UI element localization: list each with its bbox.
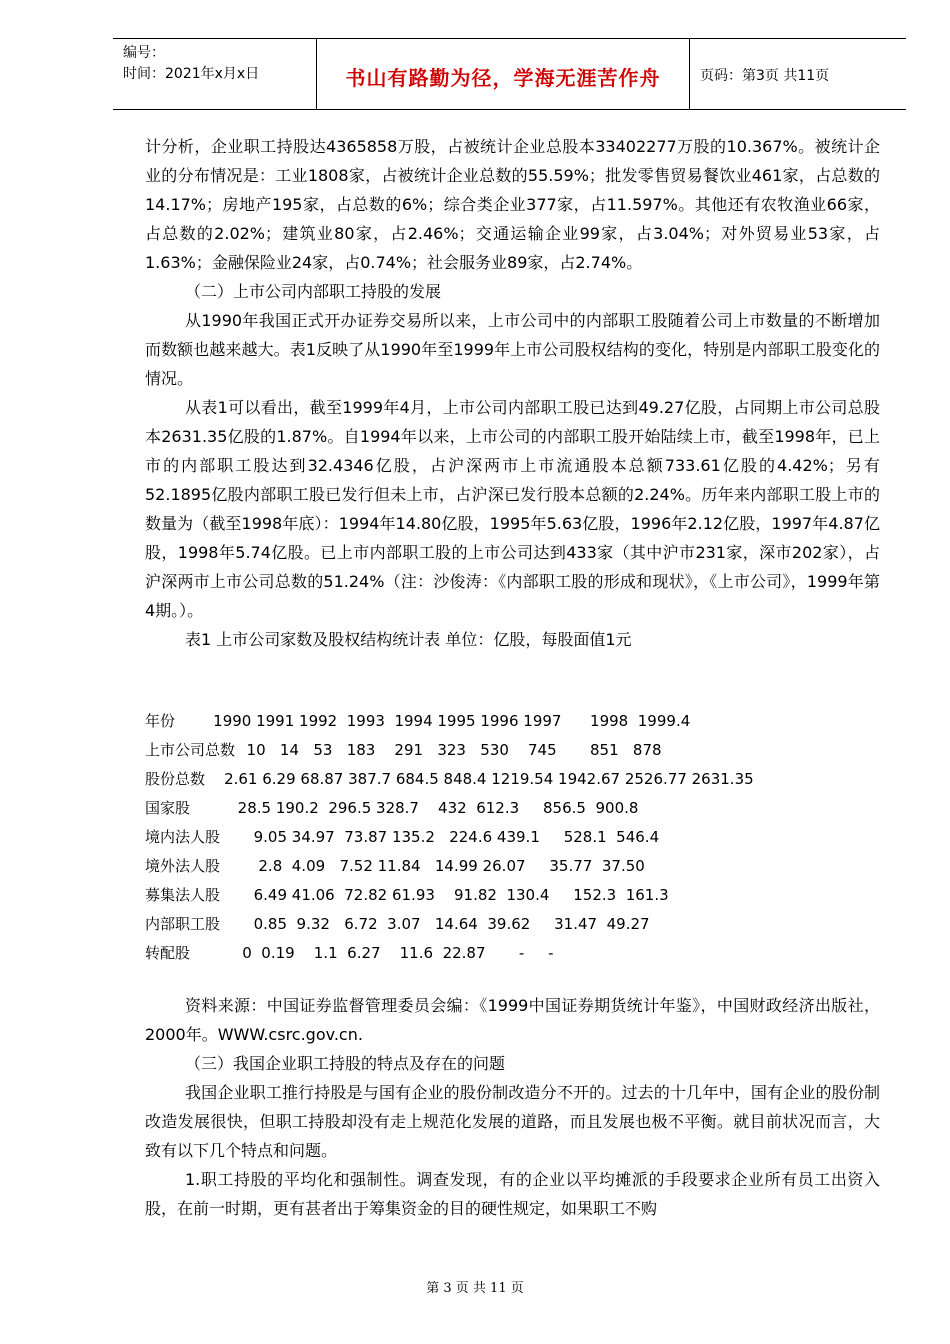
row-label: 股份总数 xyxy=(145,770,206,788)
header-page-cell xyxy=(690,39,906,109)
row-label: 国家股 xyxy=(145,799,191,817)
document-date: 时间：2021年x月x日 xyxy=(123,66,260,82)
header-slogan: 书山有路勤为径，学海无涯苦作舟 xyxy=(345,66,661,90)
row-values: 9.05 34.97 73.87 135.2 224.6 439.1 528.1 546.4 xyxy=(225,828,660,846)
row-label: 年份 xyxy=(145,712,176,730)
row-label: 转配股 xyxy=(145,944,191,962)
row-values: 1990 1991 1992 1993 1994 1995 1996 1997 1998 1999.4 xyxy=(175,712,691,730)
header-meta-cell xyxy=(113,39,317,109)
paragraph: 从表1可以看出，截至1999年4月，上市公司内部职工股已达到49.27亿股，占同期上市公司总股本2631.35亿股的1.87%。自1994年以来，上市公司的内部职工股开始陆续上市，截至1998年，已上市的内部职工股达到32.4346亿股，占沪深两市上市流通股本总额733.61亿股的4.42%；另有52.1895亿股内部职工股已发行但未上市，占沪深已发行股本总额的2.24%。历年来内部职工股上市的数量为（截至1998年底）：1994年14.80亿股，1995年5.63亿股，1996年2.12亿股，1997年4.87亿股，1998年5.74亿股。已上市内部职工股的上市公司达到433家（其中沪市231家，深市202家），占沪深两市上市公司总数的51.24%（注：沙俊涛：《内部职工股的形成和现状》，《上市公司》，1999年第4期。）。 xyxy=(145,398,880,620)
row-values: 0.85 9.32 6.72 3.07 14.64 39.62 31.47 49.27 xyxy=(225,915,650,933)
paragraph: 1.职工持股的平均化和强制性。调查发现，有的企业以平均摊派的手段要求企业所有员工出资入股，在前一时期，更有甚者出于筹集资金的目的硬性规定，如果职工不购 xyxy=(145,1170,880,1218)
header-page-number: 页码：第3页 共11页 xyxy=(700,68,830,84)
row-label: 境内法人股 xyxy=(145,828,221,846)
row-values: 10 14 53 183 291 323 530 745 851 878 xyxy=(237,741,662,759)
paragraph: 计分析，企业职工持股达4365858万股，占被统计企业总股本33402277万股的10.367%。被统计企业的分布情况是：工业1808家，占被统计企业总数的55.59%；批发零售贸易餐饮业461家，占总数的14.17%；房地产195家，占总数的6%；综合类企业377家，占11.597%。其他还有农牧渔业66家，占总数的2.02%；建筑业80家，占2.46%；交通运输企业99家，占3.04%；对外贸易业53家，占1.63%；金融保险业24家，占0.74%；社会服务业89家，占2.74%。 xyxy=(145,137,880,272)
table-row xyxy=(145,765,880,794)
row-values: 2.61 6.29 68.87 387.7 684.5 848.4 1219.54 1942.67 2526.77 2631.35 xyxy=(205,770,754,788)
section-heading: （三）我国企业职工持股的特点及存在的问题 xyxy=(185,1054,506,1073)
table-row xyxy=(145,707,880,736)
table-row xyxy=(145,939,880,968)
table-row xyxy=(145,736,880,765)
row-label: 募集法人股 xyxy=(145,886,221,904)
equity-structure-table xyxy=(145,707,880,968)
row-label: 上市公司总数 xyxy=(145,741,236,759)
table-row xyxy=(145,823,880,852)
section-heading: （二）上市公司内部职工持股的发展 xyxy=(185,282,442,301)
body-text-top xyxy=(145,132,880,654)
page-footer: 第 3 页 共 11 页 xyxy=(426,1281,524,1296)
body-text-bottom xyxy=(145,991,880,1223)
row-values: 2.8 4.09 7.52 11.84 14.99 26.07 35.77 37.50 xyxy=(225,857,645,875)
table-row xyxy=(145,881,880,910)
row-label: 境外法人股 xyxy=(145,857,221,875)
row-values: 28.5 190.2 296.5 328.7 432 612.3 856.5 900.8 xyxy=(190,799,639,817)
header-slogan-cell xyxy=(317,39,690,109)
table-row xyxy=(145,794,880,823)
paragraph: 从1990年我国正式开办证券交易所以来，上市公司中的内部职工股随着公司上市数量的不断增加而数额也越来越大。表1反映了从1990年至1999年上市公司股权结构的变化，特别是内部职工股变化的情况。 xyxy=(145,311,880,388)
document-number-label: 编号： xyxy=(123,45,165,61)
paragraph: 我国企业职工推行持股是与国有企业的股份制改造分不开的。过去的十几年中，国有企业的股份制改造发展很快，但职工持股却没有走上规范化发展的道路，而且发展也极不平衡。就目前状况而言，大致有以下几个特点和问题。 xyxy=(145,1083,880,1160)
table-row xyxy=(145,910,880,939)
row-label: 内部职工股 xyxy=(145,915,221,933)
table-row xyxy=(145,852,880,881)
row-values: 0 0.19 1.1 6.27 11.6 22.87 - - xyxy=(185,944,554,962)
page-header xyxy=(113,38,906,110)
table-caption: 表1 上市公司家数及股权结构统计表 单位：亿股，每股面值1元 xyxy=(185,630,632,649)
row-values: 6.49 41.06 72.82 61.93 91.82 130.4 152.3 161.3 xyxy=(225,886,669,904)
source-note: 资料来源：中国证券监督管理委员会编：《1999中国证券期货统计年鉴》，中国财政经济出版社，2000年。WWW.csrc.gov.cn. xyxy=(145,996,880,1044)
